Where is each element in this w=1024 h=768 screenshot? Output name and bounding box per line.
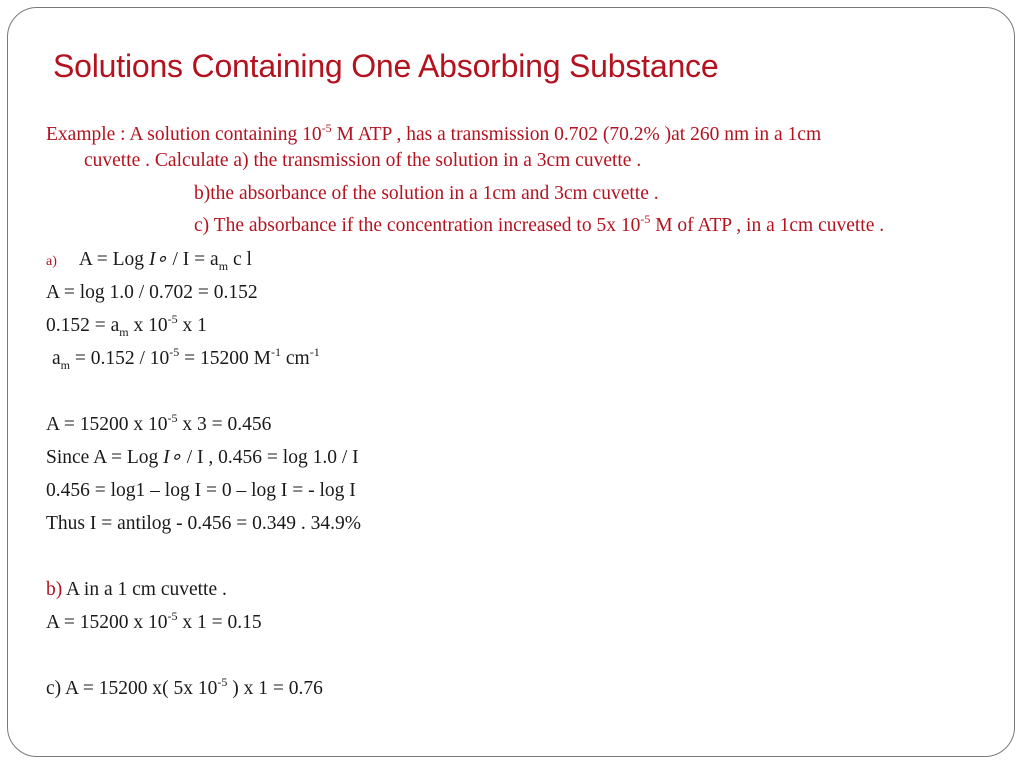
intro-line-4: c) The absorbance if the concentration increased to 5x $10^{-5}$ M of ATP , in a 1cm cuvette . xyxy=(194,212,885,236)
equation-line-6: Since A = Log I∘ / I , 0.456 = log 1.0 / I xyxy=(46,447,359,468)
slide-title: Solutions Containing One Absorbing Substance xyxy=(53,48,719,84)
equation-line-3: $0.152 = a_m$ x $10^{-5}$ x 1 xyxy=(46,312,207,339)
part-b-heading: b) A in a 1 cm cuvette . xyxy=(46,579,227,600)
equation-line-10: A = 15200 x $10^{-5}$ x 1 = 0.15 xyxy=(46,609,262,633)
equation-line-7: 0.456 = log1 – log I = 0 – log I = - log I xyxy=(46,480,356,501)
equation-line-8: Thus I = antilog - 0.456 = 0.349 . 34.9% xyxy=(46,513,362,534)
equation-line-4: $a_m = 0.152 / 10^{-5} = 15200$ $M^{-1}$ $cm^{-1}$ xyxy=(52,345,320,372)
equation-line-11: c) A = 15200 x( 5x $10^{-5}$ ) x 1 = 0.76 xyxy=(46,675,323,699)
intro-line-1: Example : A solution containing $10^{-5}$ M ATP , has a transmission 0.702 (70.2% )at 260 nm in a 1cm xyxy=(46,121,822,145)
equation-a-definition: a) A = Log I∘ / $I = a_m$ c l xyxy=(46,249,252,273)
intro-line-3: b)the absorbance of the solution in a 1cm and 3cm cuvette . xyxy=(194,183,659,204)
equation-line-2: A = log 1.0 / 0.702 = 0.152 xyxy=(46,282,258,303)
equation-line-5: A = 15200 x $10^{-5}$ x 3 = 0.456 xyxy=(46,411,272,435)
slide-frame xyxy=(7,7,1015,757)
intro-line-2: cuvette . Calculate a) the transmission of the solution in a 3cm cuvette . xyxy=(84,150,642,171)
